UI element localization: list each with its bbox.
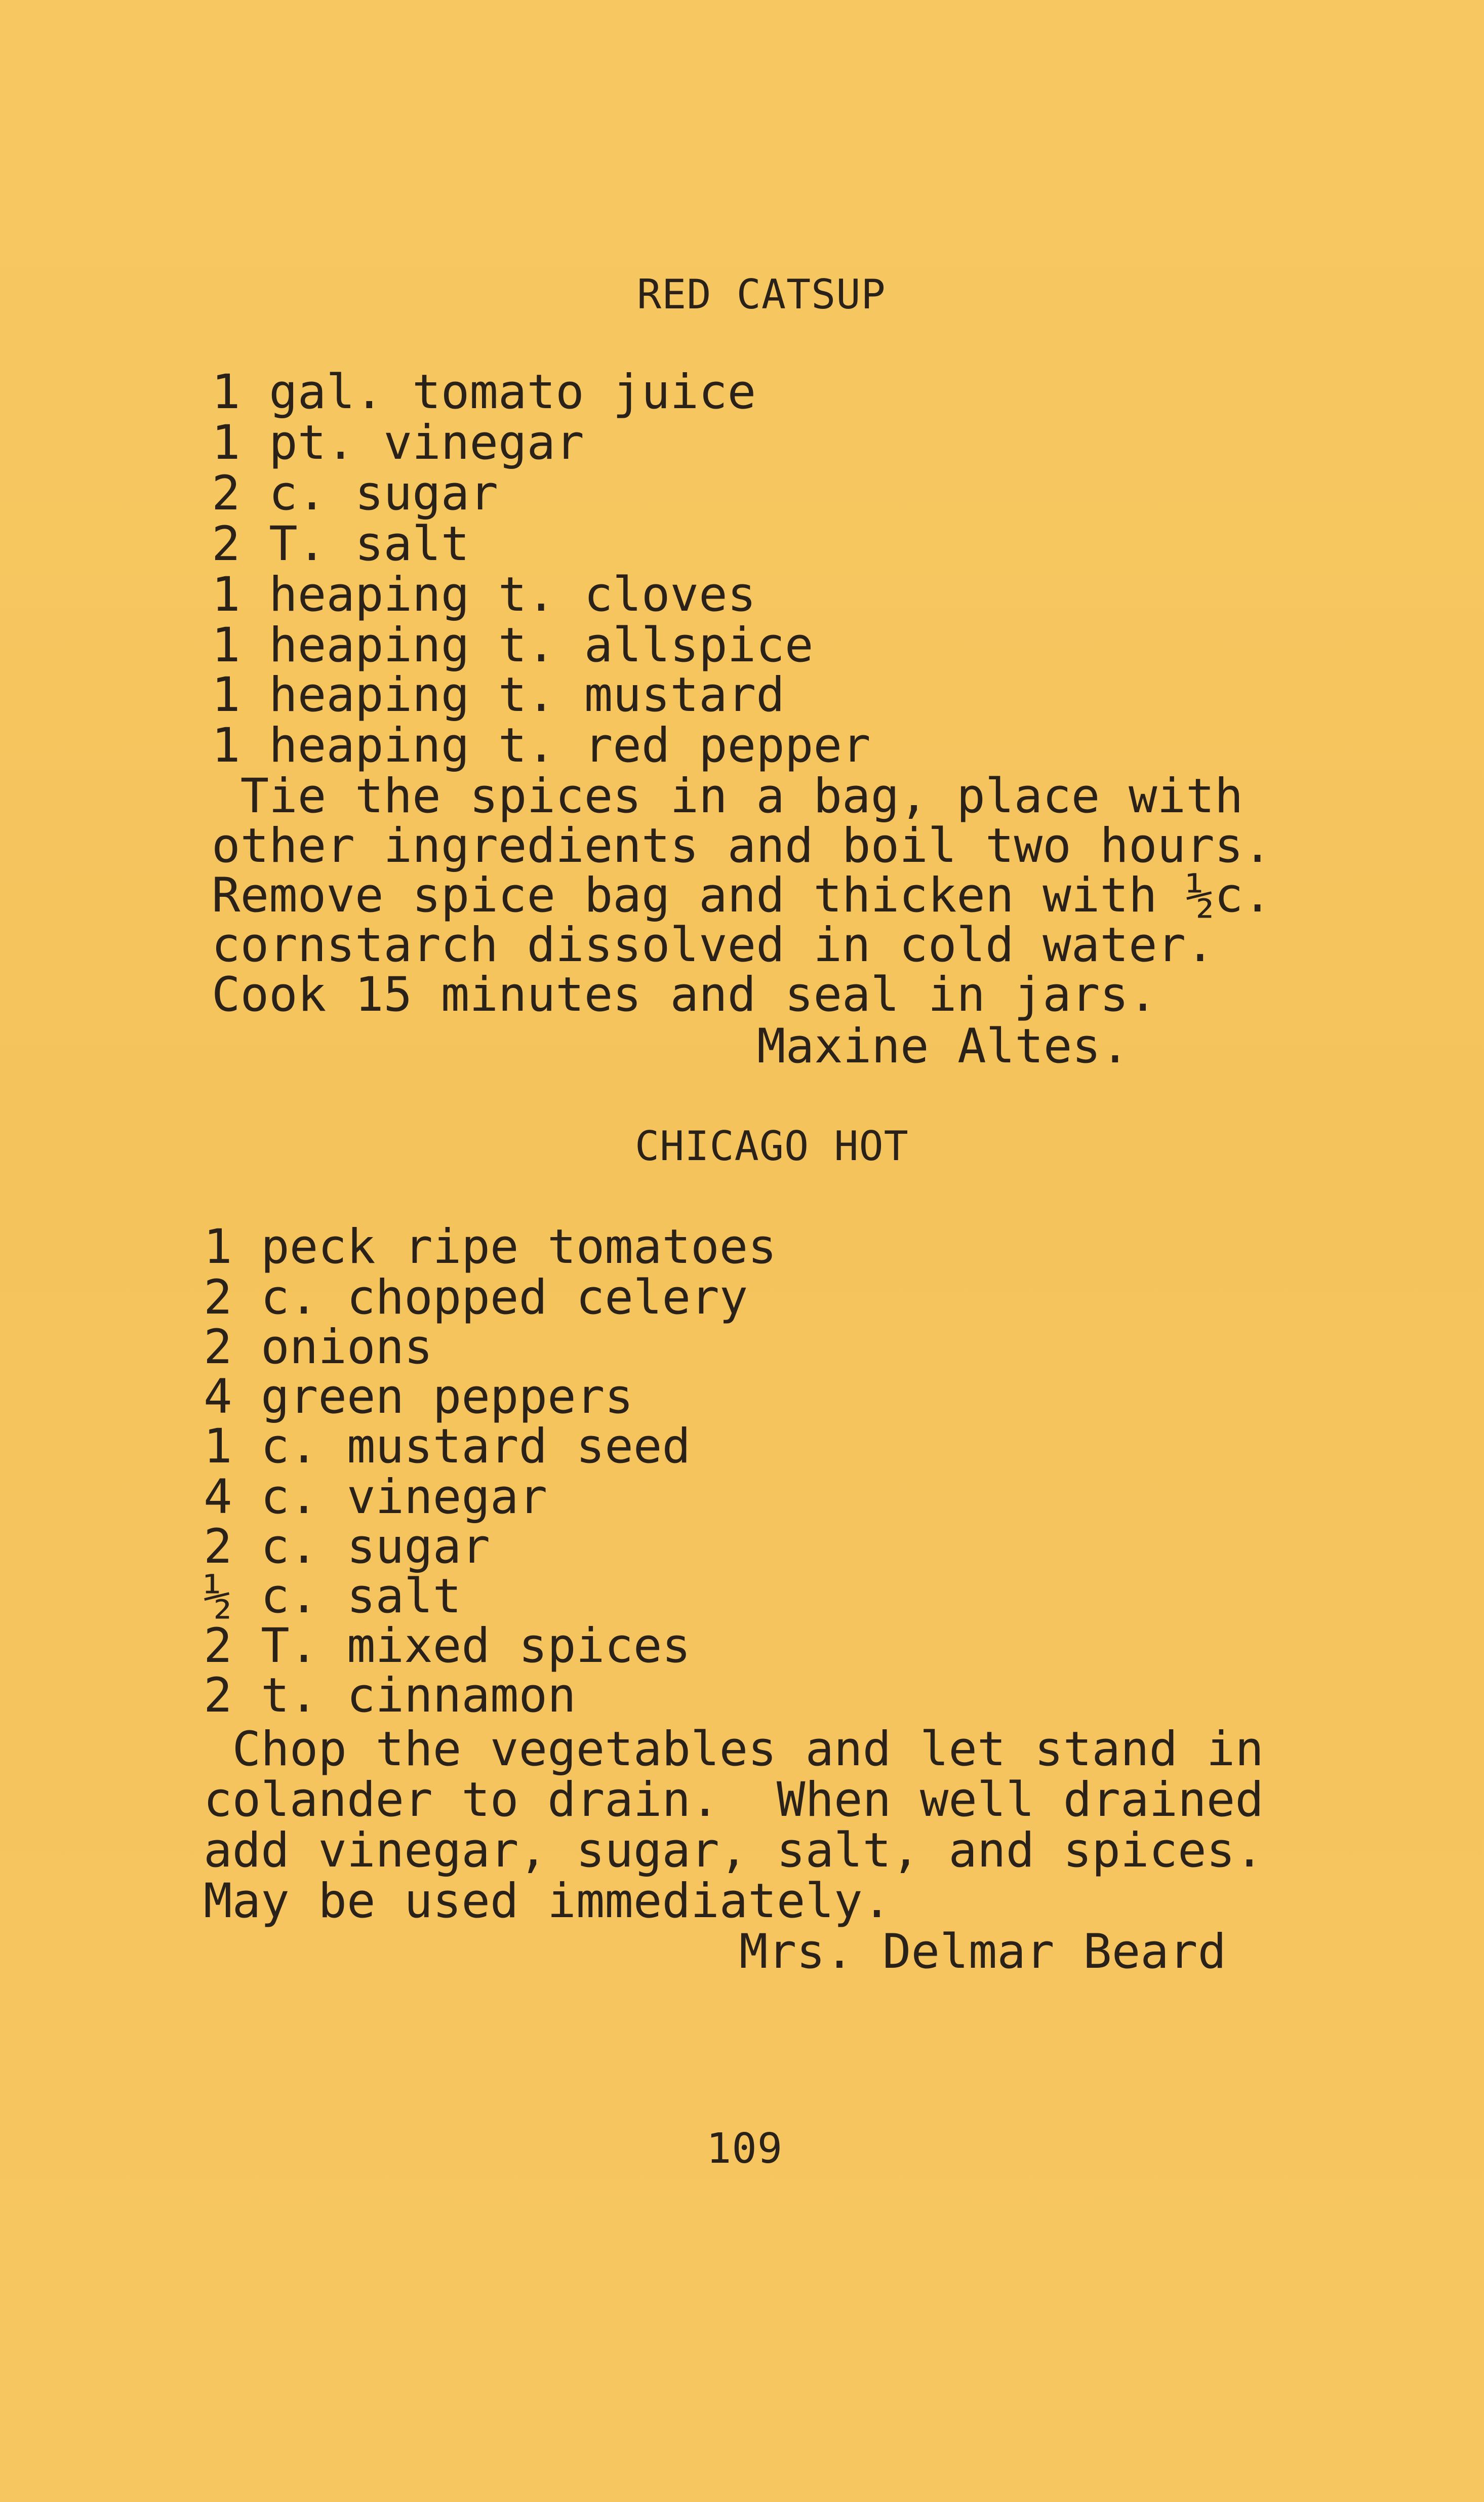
ingredient-line: 2 onions [204,1320,433,1375]
ingredient-line: 4 c. vinegar [204,1470,548,1525]
ingredient-line: 2 c. sugar [212,466,498,521]
ingredient-line: 2 T. mixed spices [204,1618,691,1674]
instruction-line: other ingredients and boil two hours. [212,818,1272,873]
instruction-line: colander to drain. When well drained [204,1772,1264,1828]
ingredient-line: 2 c. chopped celery [204,1270,748,1325]
instruction-line: Cook 15 minutes and seal in jars. [212,967,1157,1022]
ingredient-line: 1 c. mustard seed [204,1419,691,1474]
ingredient-line: 4 green peppers [204,1369,633,1424]
ingredient-line: 1 heaping t. cloves [212,567,756,622]
ingredient-line: ½ c. salt [204,1569,462,1624]
contributor-signature: Mrs. Delmar Beard [739,1924,1227,1979]
instruction-line: add vinegar, sugar, salt, and spices. [204,1823,1264,1878]
ingredient-line: 1 peck ripe tomatoes [204,1219,777,1275]
ingredient-line: 2 c. sugar [204,1519,490,1574]
instruction-line: May be used immediately. [204,1874,892,1929]
instruction-line: cornstarch dissolved in cold water. [212,918,1215,973]
page-number: 109 [706,2125,783,2173]
instruction-line: Tie the spices in a bag, place with [212,769,1244,824]
contributor-signature: Maxine Altes. [757,1019,1130,1074]
recipe-title-text: RED CATSUP [637,271,886,318]
ingredient-line: 1 gal. tomato juice [212,365,756,420]
ingredient-line: 2 t. cinnamon [204,1668,576,1723]
ingredient-line: 1 pt. vinegar [212,415,584,470]
recipe-title-text: CHICAGO HOT [635,1123,909,1170]
ingredient-line: 2 T. salt [212,517,470,572]
instruction-line: Remove spice bag and thicken with ½c. [212,868,1272,923]
instruction-line: Chop the vegetables and let stand in [204,1722,1264,1777]
ingredient-line: 1 heaping t. mustard [212,667,785,723]
ingredient-line: 1 heaping t. allspice [212,618,814,673]
ingredient-line: 1 heaping t. red pepper [212,718,871,773]
